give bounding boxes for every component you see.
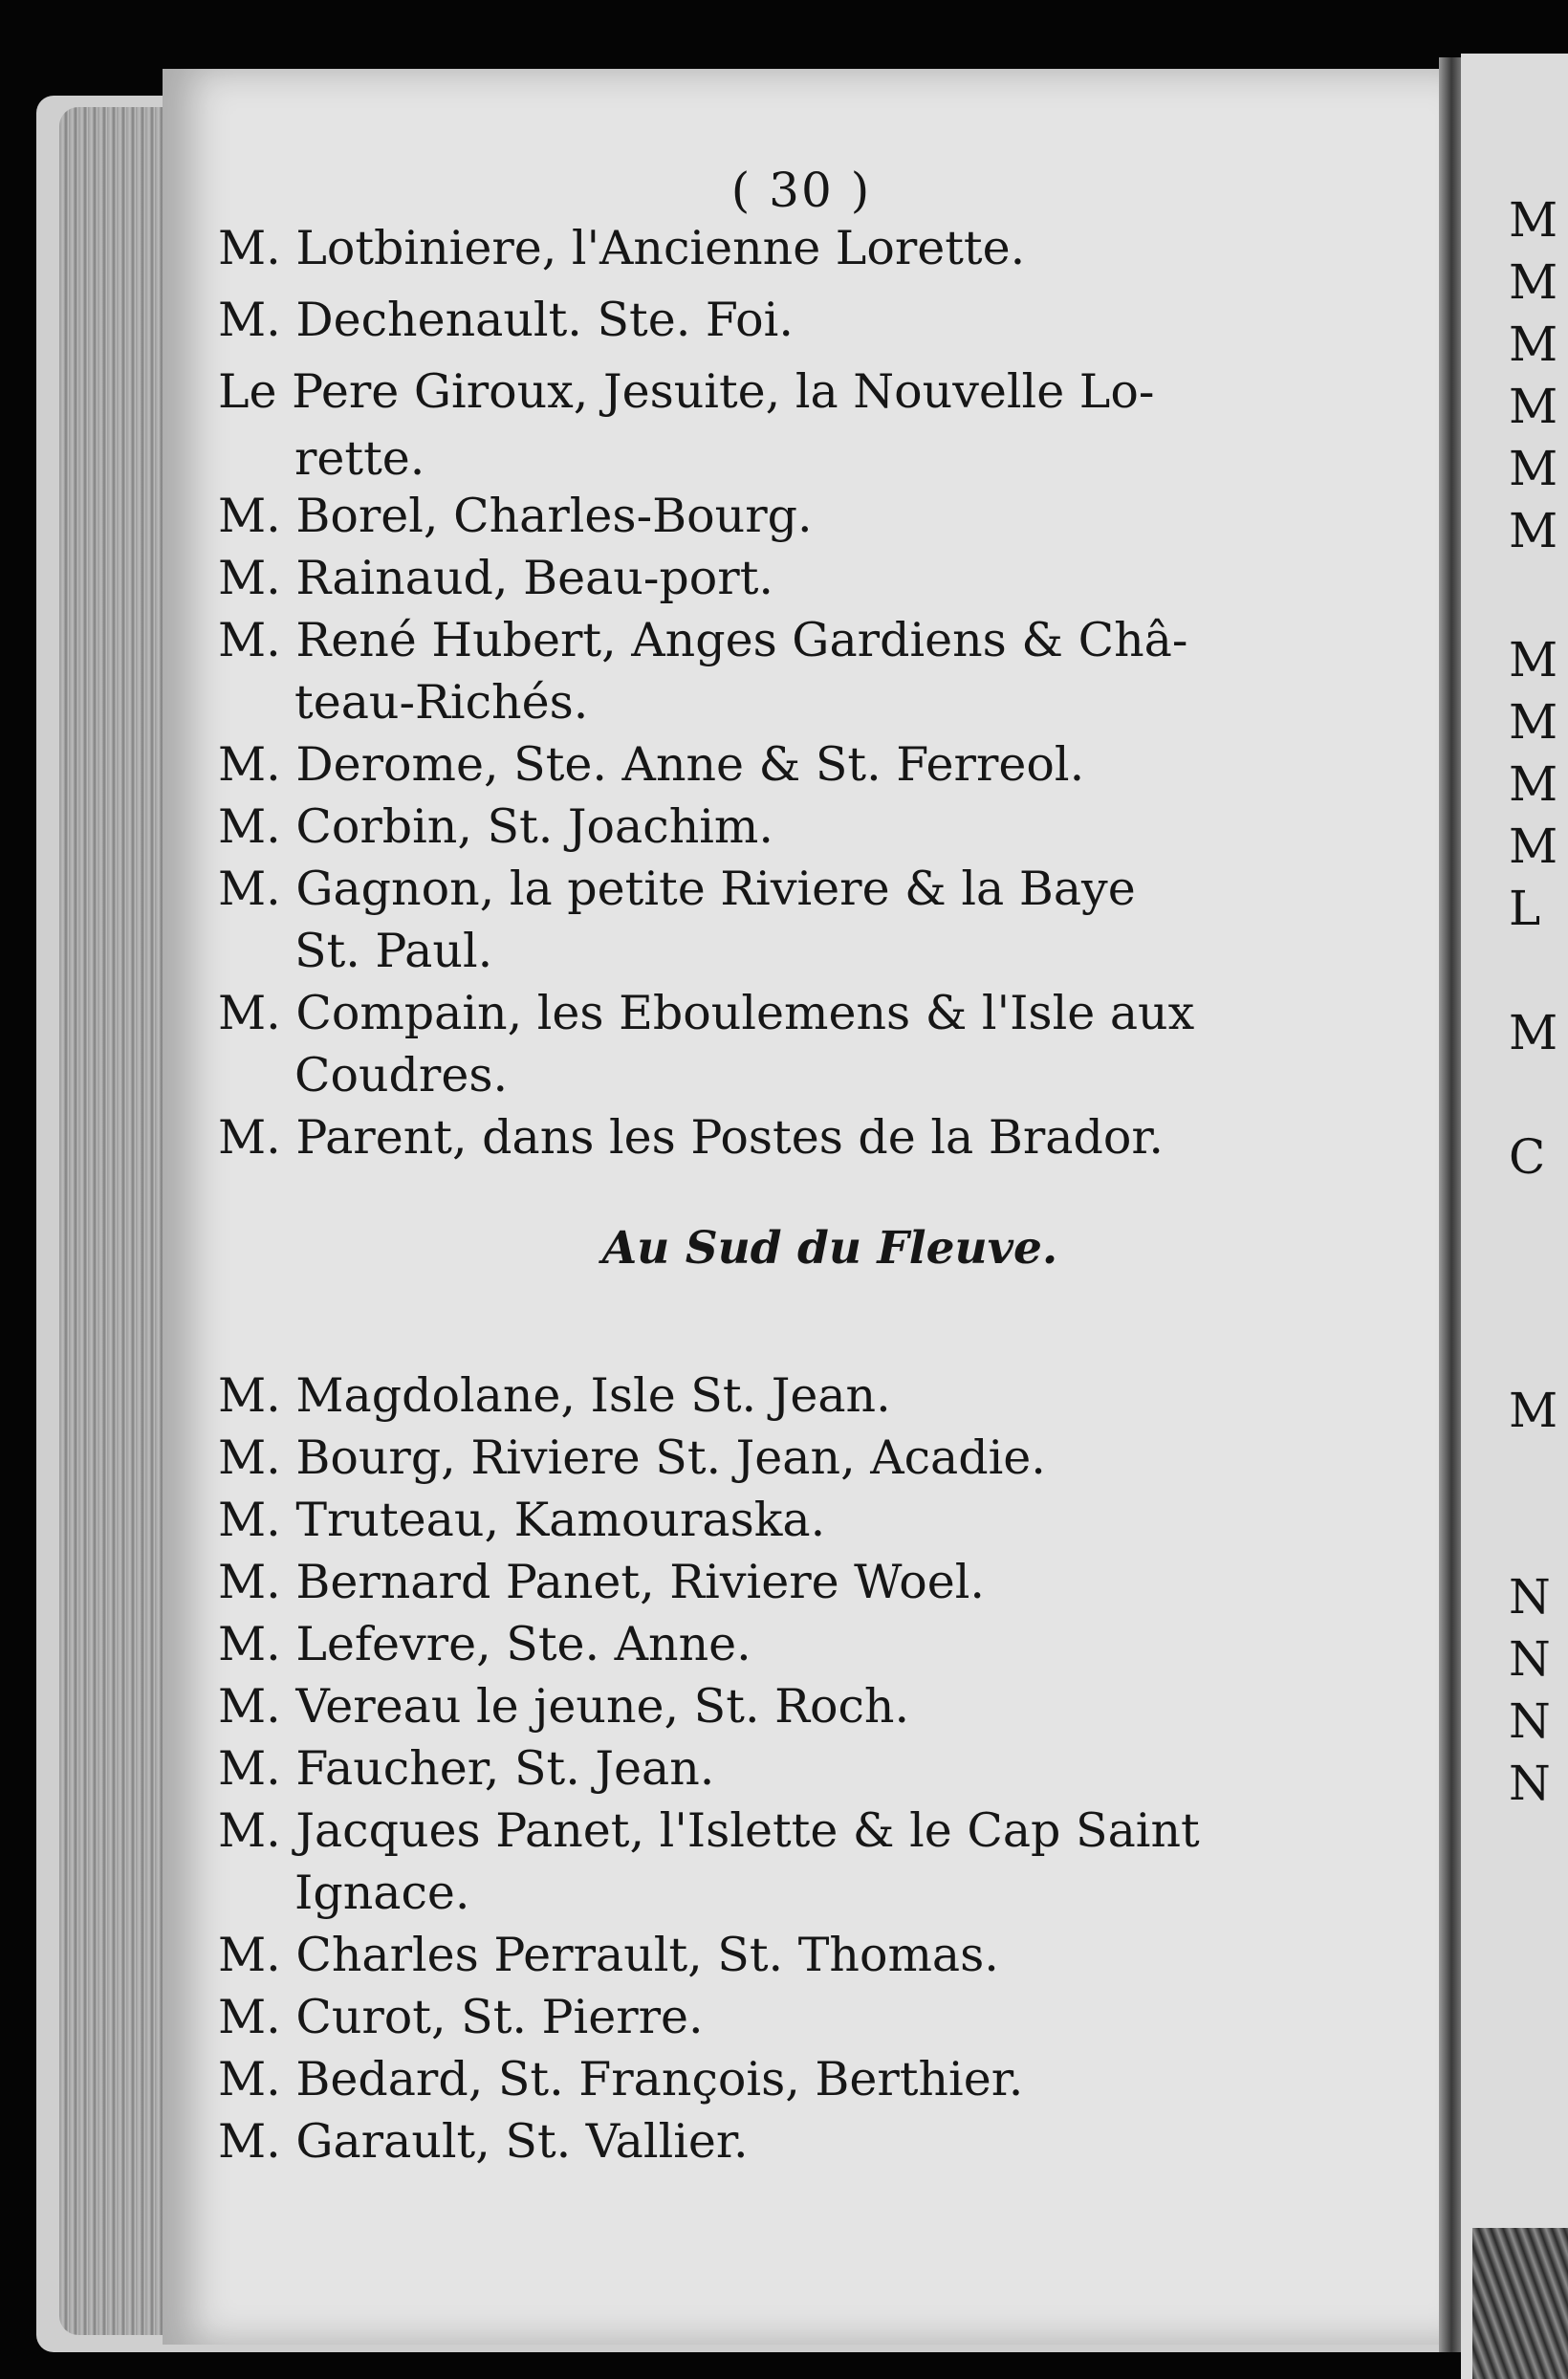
page-edges <box>59 107 164 2335</box>
entry-line: M. Curot, St. Pierre. <box>218 1990 704 2044</box>
right-page-letter: M <box>1509 694 1558 750</box>
entry-line: M. Lefevre, Ste. Anne. <box>218 1617 751 1671</box>
right-page-letter: M <box>1509 254 1558 310</box>
entry-line: M. Charles Perrault, St. Thomas. <box>218 1928 999 1982</box>
right-page-letter: C <box>1509 1129 1546 1185</box>
right-page-letter: M <box>1509 192 1558 248</box>
entry-line: Le Pere Giroux, Jesuite, la Nouvelle Lo- <box>218 364 1155 419</box>
entry-line: M. Derome, Ste. Anne & St. Ferreol. <box>218 737 1085 792</box>
entry-line-continued: St. Paul. <box>294 924 493 978</box>
entry-line: M. Parent, dans les Postes de la Brador. <box>218 1110 1164 1165</box>
right-page-letter: N <box>1509 1756 1551 1811</box>
right-page-letter: M <box>1509 441 1558 496</box>
right-page-letter: L <box>1509 881 1541 936</box>
right-page-letter: M <box>1509 503 1558 558</box>
entry-line: M. Bedard, St. François, Berthier. <box>218 2052 1024 2106</box>
entry-line: M. Garault, St. Vallier. <box>218 2114 749 2169</box>
right-page-letter: N <box>1509 1693 1551 1749</box>
page-number: ( 30 ) <box>730 163 872 218</box>
entry-line-continued: Coudres. <box>294 1048 509 1102</box>
book-gutter <box>1439 57 1462 2352</box>
right-page-letter: M <box>1509 1005 1558 1060</box>
right-page-letter: N <box>1509 1631 1551 1687</box>
entry-line: M. Borel, Charles-Bourg. <box>218 489 813 543</box>
entry-line: M. Jacques Panet, l'Islette & le Cap Saint <box>218 1803 1200 1858</box>
entry-line-continued: teau-Richés. <box>294 675 589 730</box>
entry-line: M. Truteau, Kamouraska. <box>218 1493 826 1547</box>
text-column <box>218 0 1427 2295</box>
entry-line: M. Magdolane, Isle St. Jean. <box>218 1368 891 1423</box>
right-page-letter: M <box>1509 379 1558 434</box>
section-heading: Au Sud du Fleuve. <box>601 1222 1058 1275</box>
entry-line: M. Corbin, St. Joachim. <box>218 799 773 854</box>
entry-line: M. Vereau le jeune, St. Roch. <box>218 1679 910 1734</box>
entry-line: M. Gagnon, la petite Riviere & la Baye <box>218 862 1136 916</box>
entry-line: M. Bourg, Riviere St. Jean, Acadie. <box>218 1430 1046 1485</box>
entry-line: M. Bernard Panet, Riviere Woel. <box>218 1555 985 1609</box>
entry-line: M. Faucher, St. Jean. <box>218 1741 715 1796</box>
bookmark-ribbon <box>1472 2228 1568 2379</box>
right-page-letter: M <box>1509 756 1558 812</box>
right-page-letter: M <box>1509 818 1558 874</box>
entry-line-continued: rette. <box>294 431 425 486</box>
entry-line: M. René Hubert, Anges Gardiens & Châ- <box>218 613 1188 667</box>
right-page-letter: M <box>1509 316 1558 372</box>
right-page-letter: N <box>1509 1569 1551 1625</box>
entry-line: M. Dechenault. Ste. Foi. <box>218 293 794 347</box>
entry-line: M. Rainaud, Beau-port. <box>218 551 773 605</box>
right-page-letter: M <box>1509 1383 1558 1438</box>
entry-line: M. Lotbiniere, l'Ancienne Lorette. <box>218 221 1026 275</box>
entry-line: M. Compain, les Eboulemens & l'Isle aux <box>218 986 1195 1040</box>
entry-line-continued: Ignace. <box>294 1866 470 1920</box>
right-page-letter: M <box>1509 632 1558 688</box>
